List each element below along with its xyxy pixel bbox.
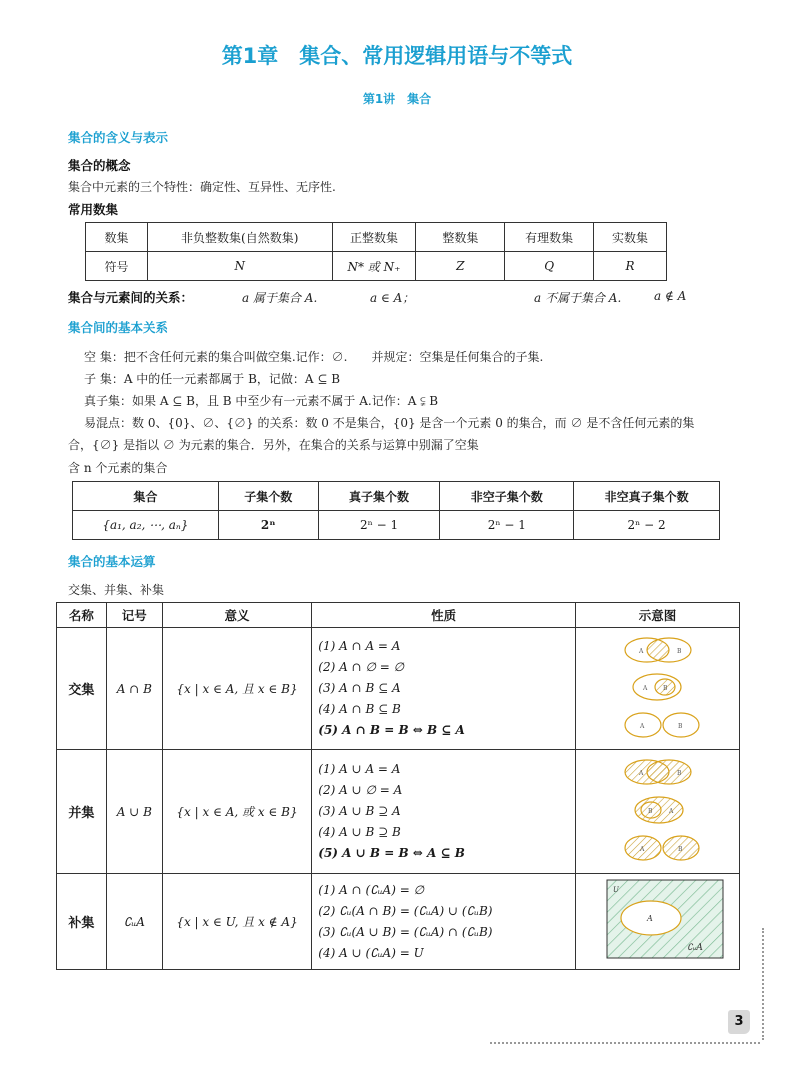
venn-label-a: A (643, 685, 648, 692)
venn-label-a: A (639, 648, 644, 655)
property-line: (1) A ∩ A = A (318, 639, 401, 653)
operations-subtitle: 交集、并集、补集 (68, 583, 165, 597)
table-cell: 2ⁿ − 2 (574, 511, 720, 540)
table-cell: 实数集 (594, 223, 667, 252)
footer-dotted-horizontal (490, 1042, 760, 1044)
operation-properties (312, 628, 576, 750)
table-row (73, 482, 720, 511)
operation-name: 并集 (57, 750, 107, 874)
operation-symbol: A ∩ B (106, 628, 162, 750)
venn-label-a: A (639, 770, 644, 777)
table-header-cell: 名称 (57, 603, 107, 628)
operation-name: 交集 (57, 628, 107, 750)
operation-properties (312, 874, 576, 970)
property-line: (1) A ∩ (∁ᵤA) = ∅ (318, 882, 425, 897)
table-cell: 有理数集 (505, 223, 594, 252)
complement-venn-diagram (577, 874, 737, 966)
relation-in-text: a 属于集合 A. (242, 291, 318, 305)
table-cell: N (147, 252, 332, 281)
operation-properties (312, 750, 576, 874)
property-line: (3) ∁ᵤ(A ∪ B) = (∁ᵤA) ∩ (∁ᵤB) (318, 924, 493, 939)
property-line: (4) A ∪ (∁ᵤA) = U (318, 945, 424, 960)
table-header-cell: 记号 (106, 603, 162, 628)
property-line: (1) A ∪ A = A (318, 762, 401, 776)
table-cell: Z (416, 252, 505, 281)
intersection-diagram-cell (575, 628, 739, 750)
venn-label-u: U (613, 886, 620, 894)
table-row (57, 874, 740, 970)
table-header-cell: 意义 (162, 603, 312, 628)
complement-diagram-cell (575, 874, 739, 970)
property-line: (2) A ∩ ∅ = ∅ (318, 660, 405, 674)
section-title-set-operations: 集合的基本运算 (68, 554, 156, 569)
table-row (86, 252, 667, 281)
intersection-venn-diagram (577, 628, 737, 746)
section-title-set-relations: 集合间的基本关系 (68, 320, 169, 335)
n-elements-label: 含 n 个元素的集合 (68, 461, 168, 475)
operation-meaning: {x | x ∈ A, 且 x ∈ B} (162, 628, 312, 750)
table-header-cell: 子集个数 (218, 482, 318, 511)
table-header-cell: 性质 (312, 603, 576, 628)
union-diagram-cell (575, 750, 739, 874)
property-line: (4) A ∩ B ⊆ B (318, 702, 401, 716)
lecture-title: 第1讲 集合 (362, 92, 432, 106)
relation-notin-text: a 不属于集合 A. (534, 291, 622, 305)
table-cell: 非负整数集(自然数集) (147, 223, 332, 252)
venn-label-b: B (677, 648, 682, 655)
table-header-cell: 非空子集个数 (440, 482, 574, 511)
table-cell: 2ⁿ − 1 (318, 511, 440, 540)
table-row (73, 511, 720, 540)
subset-count-table (72, 481, 720, 540)
operation-symbol: ∁ᵤA (106, 874, 162, 970)
operation-meaning: {x | x ∈ A, 或 x ∈ B} (162, 750, 312, 874)
property-line: (2) A ∪ ∅ = A (318, 783, 403, 797)
property-line: (2) ∁ᵤ(A ∩ B) = (∁ᵤA) ∪ (∁ᵤB) (318, 903, 493, 918)
table-row (57, 750, 740, 874)
table-cell: N* 或 N₊ (332, 252, 416, 281)
operation-symbol: A ∪ B (106, 750, 162, 874)
section-title-set-meaning: 集合的含义与表示 (68, 130, 169, 145)
property-line: (5) A ∪ B = B ⇔ A ⊆ B (318, 846, 465, 860)
property-line: (4) A ∪ B ⊇ B (318, 825, 401, 839)
relation-in-symbol: a ∈ A； (370, 291, 415, 305)
table-row (86, 223, 667, 252)
table-row (57, 603, 740, 628)
table-cell: 正整数集 (332, 223, 416, 252)
confusion-line-2: 合，{∅} 是指以 ∅ 为元素的集合．另外，在集合的关系与运算中别漏了空集 (68, 438, 479, 452)
confusion-line-1: 易混点：数 0、{0}、∅、{∅} 的关系：数 0 不是集合，{0} 是含一个元素 0 的集合，而 ∅ 是不含任何元素的集 (84, 416, 695, 430)
table-header-cell: 真子集个数 (318, 482, 440, 511)
table-cell: R (594, 252, 667, 281)
proper-subset-line: 真子集：如果 A ⊆ B，且 B 中至少有一元素不属于 A.记作：A ⫋ B (84, 394, 439, 408)
venn-label-b: B (678, 723, 683, 730)
page-number: 3 (728, 1010, 750, 1034)
property-line: (3) A ∩ B ⊆ A (318, 681, 401, 695)
table-cell: 整数集 (416, 223, 505, 252)
venn-label-b: B (678, 846, 683, 853)
venn-label-b: B (677, 770, 682, 777)
set-operations-table (56, 602, 740, 970)
empty-set-line: 空 集：把不含任何元素的集合叫做空集.记作：∅. 并规定：空集是任何集合的子集. (84, 350, 544, 364)
common-sets-heading: 常用数集 (68, 202, 119, 217)
table-header-cell: 非空真子集个数 (574, 482, 720, 511)
table-cell: 2ⁿ (218, 511, 318, 540)
venn-label-a: A (647, 914, 654, 923)
table-row (57, 628, 740, 750)
relation-notin-symbol: a ∉ A (654, 289, 687, 303)
table-cell: 数集 (86, 223, 148, 252)
concept-text: 集合中元素的三个特性：确定性、互异性、无序性. (68, 180, 336, 194)
table-cell: {a₁, a₂, ⋯, aₙ} (73, 511, 219, 540)
concept-heading: 集合的概念 (68, 158, 131, 173)
venn-label-a: A (640, 723, 645, 730)
table-cell: 2ⁿ − 1 (440, 511, 574, 540)
venn-label-complement: ∁ᵤA (687, 943, 704, 953)
footer-dotted-vertical (762, 928, 764, 1040)
venn-label-b: B (663, 685, 668, 692)
common-sets-table (85, 222, 667, 281)
property-line: (5) A ∩ B = B ⇔ B ⊆ A (318, 723, 465, 737)
operation-name: 补集 (57, 874, 107, 970)
venn-label-b: B (648, 808, 653, 815)
venn-label-a: A (669, 808, 674, 815)
table-header-cell: 示意图 (575, 603, 739, 628)
operation-meaning: {x | x ∈ U, 且 x ∉ A} (162, 874, 312, 970)
table-cell: Q (505, 252, 594, 281)
relation-label: 集合与元素间的关系： (68, 290, 194, 305)
chapter-title: 第1章 集合、常用逻辑用语与不等式 (221, 44, 573, 68)
union-venn-diagram (577, 750, 737, 870)
property-line: (3) A ∪ B ⊇ A (318, 804, 401, 818)
table-header-cell: 集合 (73, 482, 219, 511)
table-cell: 符号 (86, 252, 148, 281)
venn-label-a: A (640, 846, 645, 853)
subset-line: 子 集：A 中的任一元素都属于 B，记做：A ⊆ B (84, 372, 341, 386)
